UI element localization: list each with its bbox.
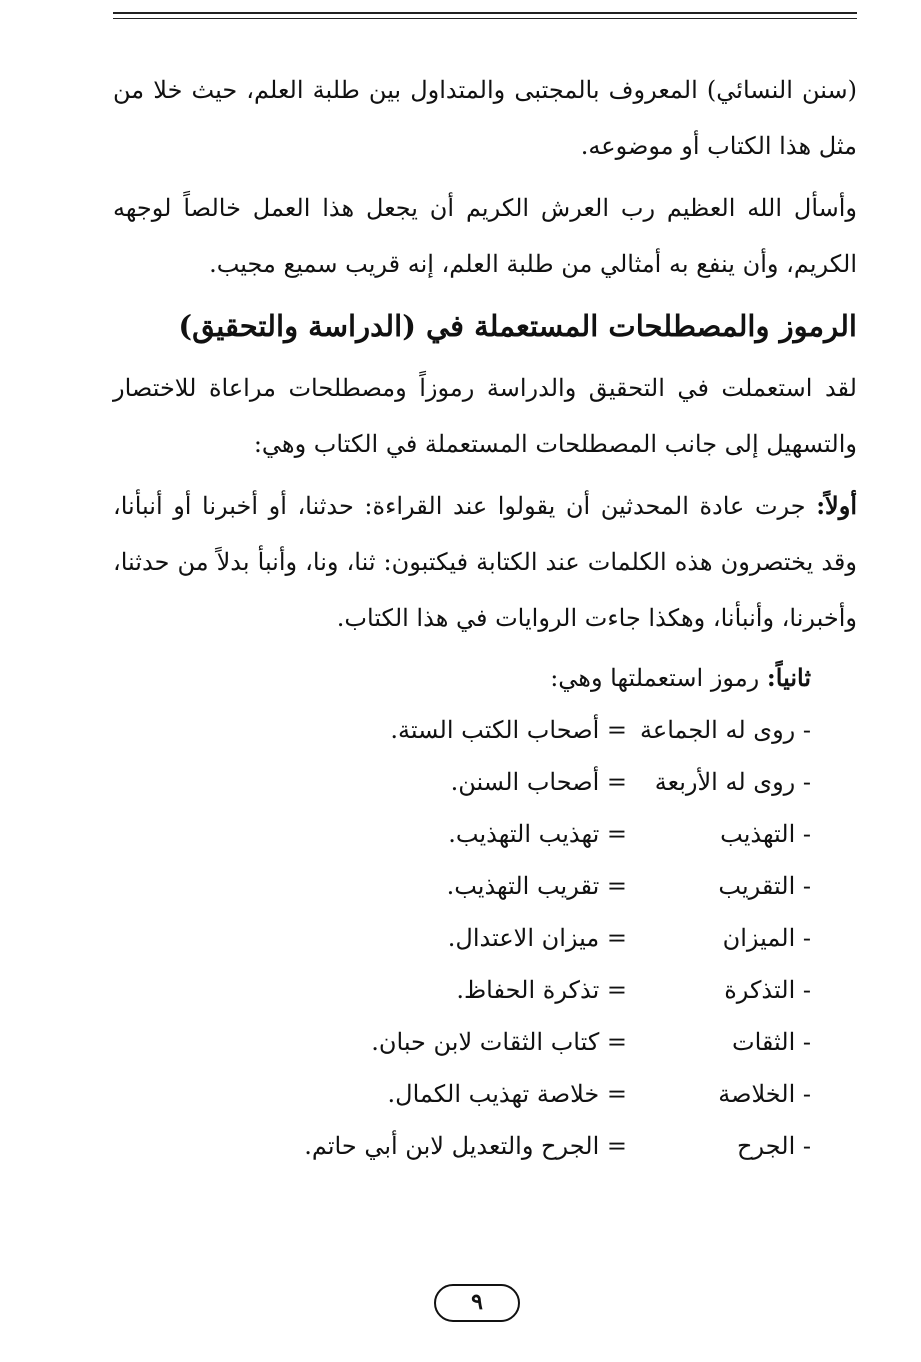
abbreviation-item [113, 912, 811, 964]
abbreviation-definition: = الجرح والتعديل لابن أبي حاتم. [304, 1132, 627, 1160]
first-point [113, 478, 857, 646]
abbreviation-item [113, 1016, 811, 1068]
abbreviation-term: - روى له الجماعة [640, 716, 811, 744]
abbreviation-definition: = ميزان الاعتدال. [447, 924, 627, 952]
page-body [113, 62, 857, 1172]
abbreviation-list [113, 704, 811, 1172]
abbreviation-definition: = كتاب الثقات لابن حبان. [371, 1028, 627, 1056]
abbreviation-item [113, 1120, 811, 1172]
abbreviation-item [113, 704, 811, 756]
top-rule-thin [113, 18, 857, 19]
abbreviation-term: - الخلاصة [718, 1080, 811, 1108]
second-point-text: رموز استعملتها وهي: [550, 664, 767, 692]
abbreviation-item [113, 808, 811, 860]
abbreviation-term: - التهذيب [720, 820, 811, 848]
top-rule-thick [113, 12, 857, 14]
abbreviation-item [113, 1068, 811, 1120]
abbreviation-item [113, 756, 811, 808]
paragraph-1: (سنن النسائي) المعروف بالمجتبى والمتداول بين طلبة العلم، حيث خلا من مثل هذا الكتاب أو موضوعه. [113, 76, 857, 160]
abbreviation-term: - الجرح [737, 1132, 811, 1160]
paragraph-2: وأسأل الله العظيم رب العرش الكريم أن يجعل هذا العمل خالصاً لوجهه الكريم، وأن ينفع به أمثالي من طلبة العلم، إنه قريب سميع مجيب. [113, 194, 857, 278]
abbreviation-item [113, 860, 811, 912]
abbreviation-item [113, 964, 811, 1016]
abbreviation-term: - الثقات [731, 1028, 811, 1056]
abbreviation-definition: = أصحاب السنن. [450, 768, 627, 796]
abbreviation-term: - الميزان [722, 924, 811, 952]
intro-paragraph: لقد استعملت في التحقيق والدراسة رموزاً ومصطلحات مراعاة للاختصار والتسهيل إلى جانب المصطلحات المستعملة في الكتاب وهي: [113, 374, 857, 458]
abbreviation-term: - التقريب [718, 872, 811, 900]
second-point-lead: ثانياً: [766, 663, 811, 692]
second-point [113, 652, 811, 704]
abbreviation-definition: = تذكرة الحفاظ. [456, 976, 627, 1004]
page-number: ٩ [434, 1284, 520, 1322]
section-heading: الرموز والمصطلحات المستعملة في (الدراسة والتحقيق) [178, 309, 857, 343]
first-point-lead: أولاً: [816, 491, 857, 520]
abbreviation-term: - التذكرة [724, 976, 811, 1004]
abbreviation-definition: = أصحاب الكتب الستة. [390, 716, 627, 744]
abbreviation-definition: = تهذيب التهذيب. [448, 820, 627, 848]
first-point-text: جرت عادة المحدثين أن يقولوا عند القراءة: حدثنا، أو أخبرنا أو أنبأنا، وقد يختصرون هذه الكلمات عند الكتابة فيكتبون: ثنا، ونا، وأنبأ بدلاً من حدثنا، وأخبرنا، وأنبأنا، وهكذا جاءت الروايات في هذا الكتاب. [113, 492, 857, 632]
abbreviation-definition: = تقريب التهذيب. [446, 872, 627, 900]
abbreviation-term: - روى له الأربعة [654, 768, 811, 796]
abbreviation-definition: = خلاصة تهذيب الكمال. [387, 1080, 627, 1108]
